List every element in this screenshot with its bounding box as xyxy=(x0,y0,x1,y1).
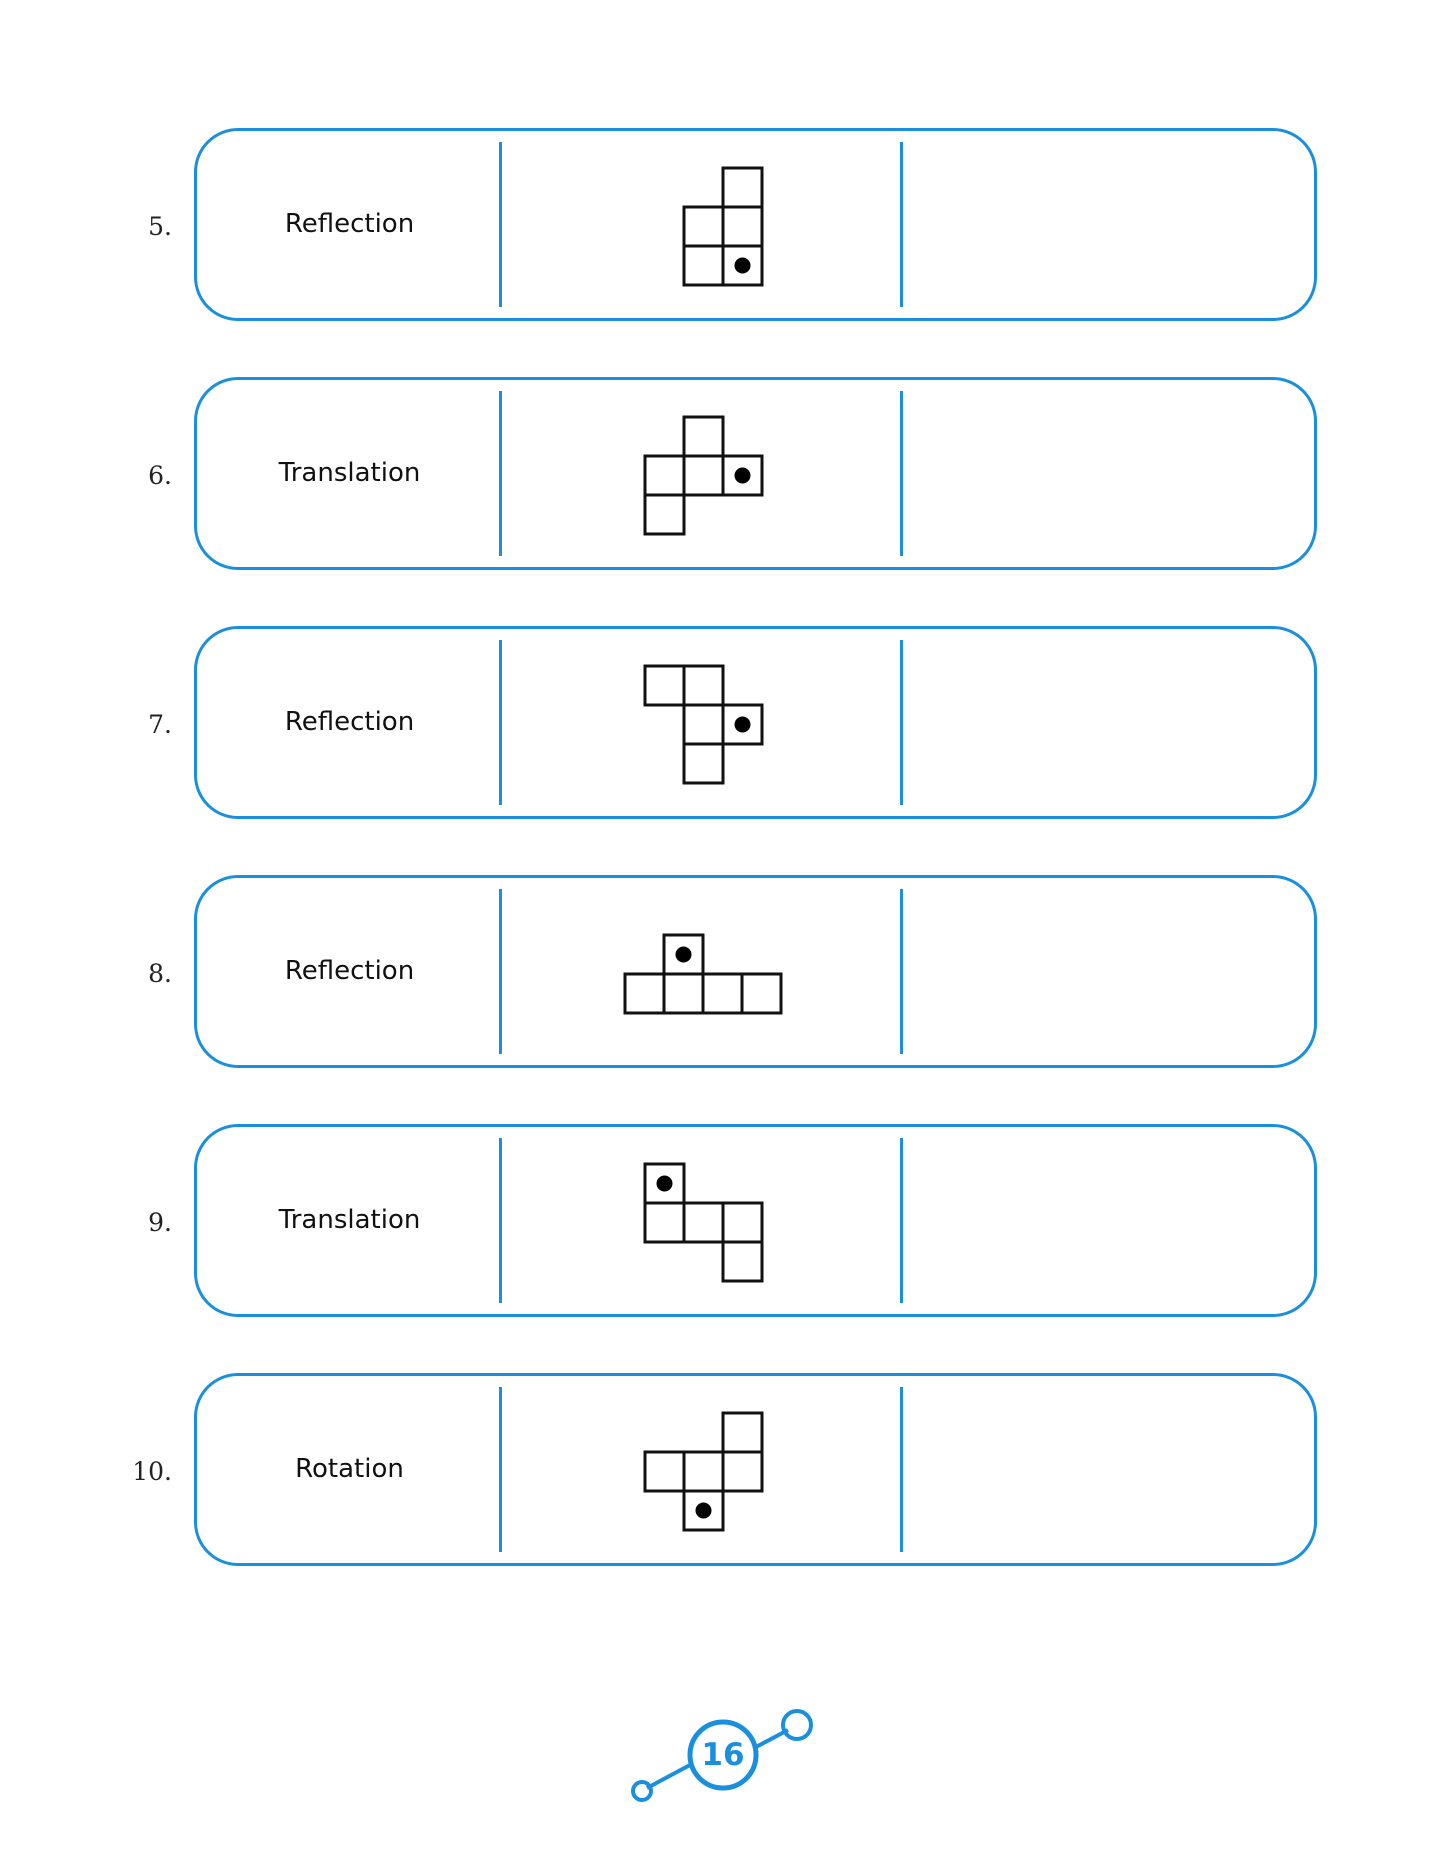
answer-area[interactable] xyxy=(904,380,1309,567)
answer-area[interactable] xyxy=(904,1376,1309,1563)
grid-shape-svg xyxy=(643,1162,764,1283)
column-divider xyxy=(499,1138,502,1303)
grid-cell xyxy=(684,207,723,246)
exercise-number: 6. xyxy=(148,461,172,490)
grid-cell xyxy=(684,705,723,744)
grid-cell xyxy=(723,1413,762,1452)
exercise-card xyxy=(194,377,1317,570)
large-node-circle xyxy=(783,1711,811,1739)
grid-cell xyxy=(684,666,723,705)
exercise-card xyxy=(194,875,1317,1068)
grid-cell xyxy=(684,456,723,495)
grid-cell xyxy=(645,666,684,705)
transformation-label: Translation xyxy=(278,1205,421,1235)
grid-cell xyxy=(684,417,723,456)
grid-shape-svg xyxy=(643,1411,764,1532)
exercise-number: 9. xyxy=(148,1208,172,1237)
exercise-row xyxy=(0,1124,1445,1317)
marker-dot xyxy=(657,1176,673,1192)
grid-cell xyxy=(684,246,723,285)
column-divider xyxy=(499,640,502,805)
column-divider xyxy=(900,889,903,1054)
grid-cell xyxy=(723,168,762,207)
grid-cell xyxy=(684,1452,723,1491)
transformation-label: Reflection xyxy=(284,956,415,986)
column-divider xyxy=(900,640,903,805)
grid-cell xyxy=(742,974,781,1013)
marker-dot xyxy=(735,468,751,484)
column-divider xyxy=(900,1138,903,1303)
grid-cell xyxy=(703,974,742,1013)
column-divider xyxy=(499,1387,502,1552)
grid-shape-svg xyxy=(643,166,764,287)
exercise-row xyxy=(0,875,1445,1068)
grid-cell xyxy=(645,1452,684,1491)
grid-shape xyxy=(503,629,899,816)
grid-shape-svg xyxy=(623,933,783,1015)
exercise-number: 10. xyxy=(132,1457,172,1486)
page-number: 16 xyxy=(701,1737,745,1773)
exercise-row xyxy=(0,377,1445,570)
grid-cell xyxy=(723,207,762,246)
grid-shape xyxy=(503,380,899,567)
marker-dot xyxy=(735,717,751,733)
grid-cell xyxy=(664,974,703,1013)
exercise-card xyxy=(194,1124,1317,1317)
marker-dot xyxy=(696,1503,712,1519)
column-divider xyxy=(499,142,502,307)
transformation-label: Reflection xyxy=(284,707,415,737)
grid-cell xyxy=(684,744,723,783)
grid-shape xyxy=(503,131,899,318)
grid-shape xyxy=(503,1376,899,1563)
transformation-label: Reflection xyxy=(284,209,415,239)
small-node-circle xyxy=(633,1782,651,1800)
exercise-card xyxy=(194,128,1317,321)
exercise-row xyxy=(0,626,1445,819)
exercise-card xyxy=(194,1373,1317,1566)
exercise-card xyxy=(194,626,1317,819)
exercise-number: 5. xyxy=(148,212,172,241)
grid-cell xyxy=(723,1242,762,1281)
grid-shape-svg xyxy=(643,415,764,536)
column-divider xyxy=(499,391,502,556)
exercise-row xyxy=(0,1373,1445,1566)
grid-cell xyxy=(645,495,684,534)
exercise-number: 8. xyxy=(148,959,172,988)
exercise-row xyxy=(0,128,1445,321)
column-divider xyxy=(499,889,502,1054)
marker-dot xyxy=(676,947,692,963)
grid-cell xyxy=(625,974,664,1013)
transformation-label: Translation xyxy=(278,458,421,488)
answer-area[interactable] xyxy=(904,629,1309,816)
column-divider xyxy=(900,142,903,307)
column-divider xyxy=(900,1387,903,1552)
grid-cell xyxy=(723,1452,762,1491)
grid-shape xyxy=(503,1127,899,1314)
grid-cell xyxy=(723,1203,762,1242)
answer-area[interactable] xyxy=(904,878,1309,1065)
grid-cell xyxy=(684,1203,723,1242)
answer-area[interactable] xyxy=(904,1127,1309,1314)
grid-shape xyxy=(503,878,899,1065)
column-divider xyxy=(900,391,903,556)
transformation-label: Rotation xyxy=(295,1454,404,1484)
answer-area[interactable] xyxy=(904,131,1309,318)
grid-cell xyxy=(645,1203,684,1242)
exercise-number: 7. xyxy=(148,710,172,739)
marker-dot xyxy=(735,258,751,274)
grid-shape-svg xyxy=(643,664,764,785)
grid-cell xyxy=(645,456,684,495)
